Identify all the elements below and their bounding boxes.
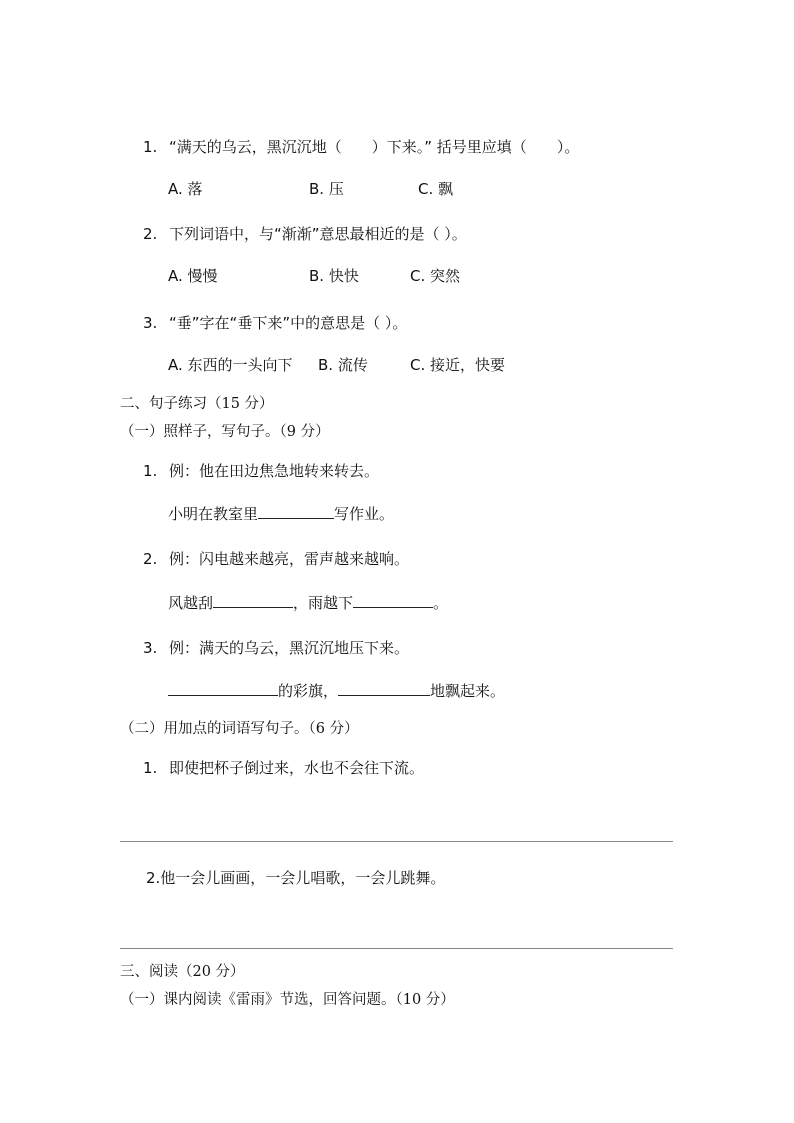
sentence-item-2: 2.他一会儿画画，一会儿唱歌，一会儿跳舞。 xyxy=(146,869,446,887)
prompt-text: ，雨越下 xyxy=(293,594,354,612)
option-c: C. 接近，快要 xyxy=(410,356,506,374)
prompt-text: 地飘起来。 xyxy=(430,682,506,700)
exercise-3 xyxy=(168,680,505,701)
option-b: B. 压 xyxy=(309,180,344,198)
answer-blank[interactable] xyxy=(338,680,430,696)
option-b: B. 流传 xyxy=(318,356,368,374)
option-a: A. 东西的一头向下 xyxy=(168,356,293,374)
item-number: 2. xyxy=(143,550,158,568)
example-text: 例：他在田边焦急地转来转去。 xyxy=(169,462,380,480)
answer-blank[interactable] xyxy=(353,592,433,608)
section-2-title: 二、句子练习（15 分） xyxy=(120,396,274,412)
question-2 xyxy=(143,224,467,244)
item-number: 3. xyxy=(143,639,158,657)
item-number: 1. xyxy=(143,462,158,480)
exercise-1 xyxy=(168,503,394,524)
question-text: “垂”字在“垂下来”中的意思是（ ）。 xyxy=(169,314,408,332)
option-c: C. 飘 xyxy=(418,180,454,198)
example-3 xyxy=(143,638,409,658)
question-3 xyxy=(143,313,407,333)
answer-blank[interactable] xyxy=(168,680,278,696)
prompt-text: 小明在教室里 xyxy=(168,505,259,523)
prompt-text: 写作业。 xyxy=(334,505,395,523)
option-a: A. 落 xyxy=(168,180,203,198)
example-text: 例：满天的乌云，黑沉沉地压下来。 xyxy=(169,639,410,657)
question-number: 3. xyxy=(143,314,158,332)
answer-line[interactable] xyxy=(120,841,673,842)
section-3-title: 三、阅读（20 分） xyxy=(120,964,245,980)
question-number: 1. xyxy=(143,138,158,156)
option-b: B. 快快 xyxy=(309,267,359,285)
example-1 xyxy=(143,461,379,481)
question-number: 2. xyxy=(143,225,158,243)
sentence-item-1 xyxy=(143,758,424,778)
sentence-text: 即使把杯子倒过来，水也不会往下流。 xyxy=(169,759,425,777)
option-a: A. 慢慢 xyxy=(168,267,218,285)
question-1 xyxy=(143,137,579,157)
example-text: 例：闪电越来越亮，雷声越来越响。 xyxy=(169,550,410,568)
item-number: 1. xyxy=(143,759,158,777)
answer-blank[interactable] xyxy=(258,503,334,519)
section-2-part-1-title: （一）照样子，写句子。（9 分） xyxy=(120,424,330,440)
question-text: “满天的乌云，黑沉沉地（ ）下来。” 括号里应填（ ）。 xyxy=(169,138,580,156)
section-3-part-1-title: （一）课内阅读《雷雨》节选，回答问题。（10 分） xyxy=(120,992,455,1008)
prompt-text: 的彩旗， xyxy=(278,682,339,700)
prompt-text: 。 xyxy=(433,594,449,612)
exercise-2 xyxy=(168,592,448,613)
option-c: C. 突然 xyxy=(410,267,461,285)
answer-blank[interactable] xyxy=(213,592,293,608)
answer-line[interactable] xyxy=(120,948,673,949)
prompt-text: 风越刮 xyxy=(168,594,214,612)
question-text: 下列词语中，与“渐渐”意思最相近的是（ ）。 xyxy=(169,225,467,243)
section-2-part-2-title: （二）用加点的词语写句子。（6 分） xyxy=(120,721,359,737)
example-2 xyxy=(143,549,409,569)
